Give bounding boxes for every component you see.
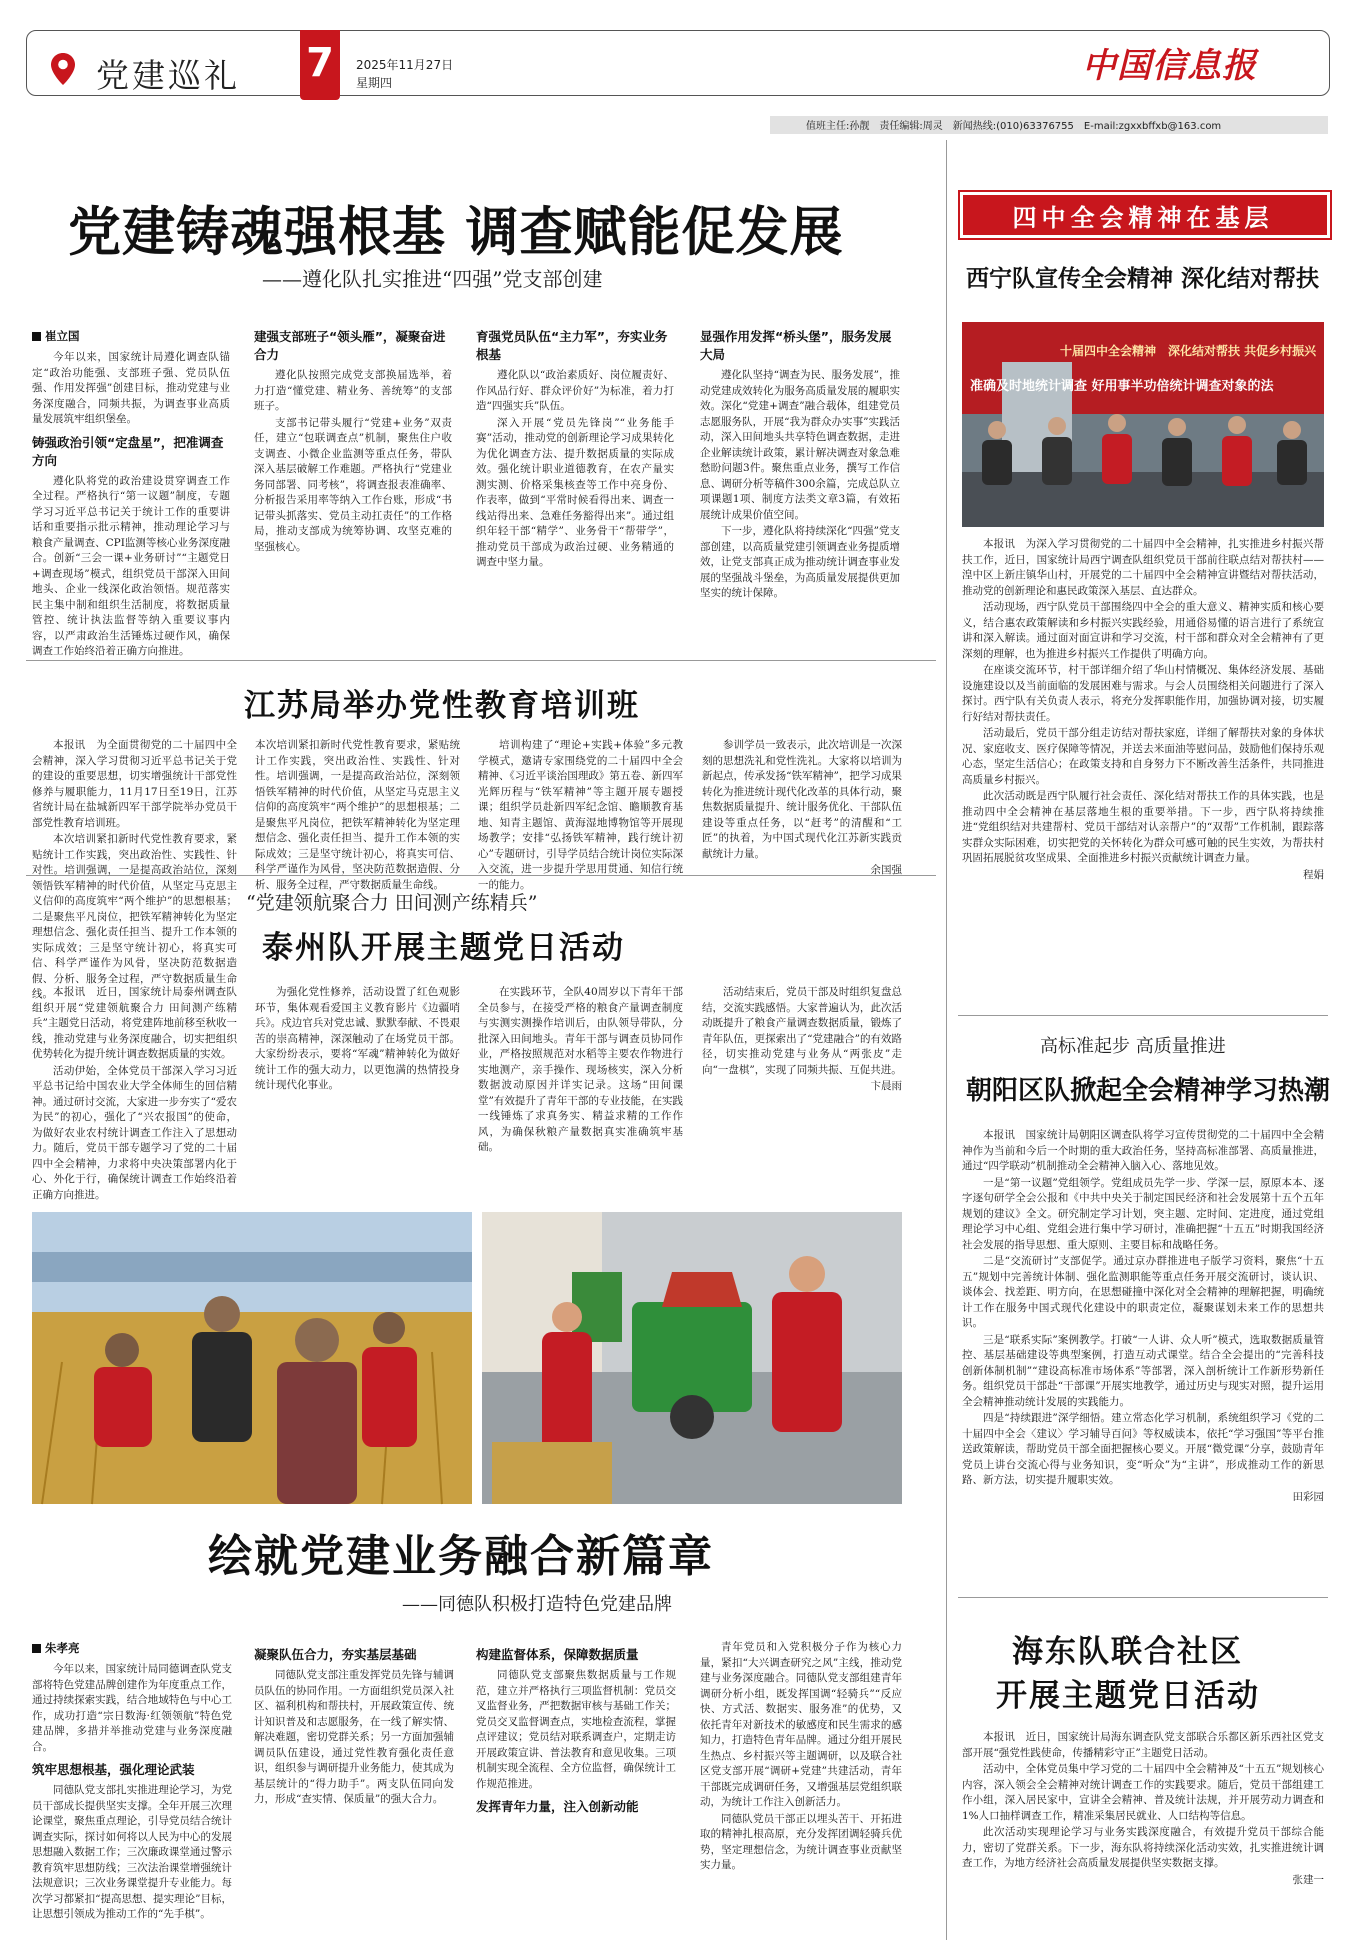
subheading: 筑牢思想根基，强化理论武装 [32, 1762, 195, 1777]
lead-column-2 [254, 322, 452, 653]
page-number: 7 [306, 40, 334, 86]
paragraph: 在座谈交流环节，村干部详细介绍了华山村情概况、集体经济发展、基础设施建设以及当前面临的发展困难与需求。与会人员围绕相关问题进行了深入探讨。西宁队有关负责人表示，将充分发挥职能作用，加强协调对接，切实履行好结对帮扶责任。 [962, 664, 1324, 723]
divider [958, 1597, 1328, 1598]
paragraph: 遵化队以“政治素质好、岗位履责好、作风品行好、群众评价好”为标准，着力打造“四强实兵”队伍。 [476, 369, 674, 412]
paragraph: 培训构建了“理论+实践+体验”多元教学模式，邀请专家围绕党的二十届四中全会精神、《习近平谈治国理政》第五卷、新四军光辉历程与“铁军精神”等主题开展专题授课；组织学员赴新四军纪念馆、瞻顺教育基地、知青主题馆、黄海湿地博物馆等开展现场教学；安排“弘扬铁军精神，践行统计初心”专题研讨，引导学员结合统计岗位实际深入交流，进一步提升学思用贯通、知信行统一的能力。 [478, 739, 683, 891]
paragraph: 深入开展“党员先锋岗”“业务能手赛”活动，推动党的创新理论学习成果转化为优化调查方法、提升数据质量的实际成效。强化统计职业道德教育，在农产量实测实测、价格采集核查等工作中亮身份、作表率，做到“平常时候看得出来、调查一线站得出来、急难任务豁得出来”。通过组织年轻干部“精学”、业务骨干“帮带学”，推动党员干部成为政治过硬、业务精通的调查中坚力量。 [476, 416, 674, 568]
jiangsu-column-3 [478, 738, 683, 891]
subheading: 建强支部班子“领头雁”，凝聚奋进合力 [254, 329, 446, 362]
signature: 张建一 [1292, 1873, 1324, 1886]
paragraph: 本报讯 为深入学习贯彻党的二十届四中全会精神，扎实推进乡村振兴帮扶工作，近日，国家统计局西宁调查队组织党员干部前往联点结对帮扶村——湟中区上新庄镇华山村，开展党的二十届四中全会精神宣讲暨结对帮扶活动，推动党的创新理论和惠民政策深入基层、直达群众。 [962, 538, 1324, 597]
paragraph: 此次活动实现理论学习与业务实践深度融合，有效提升党员干部综合能力，密切了党群关系。下一步，海东队将持续深化活动实效，扎实推进统计调查工作，为地方经济社会高质量发展提供坚实数据支撑。 [962, 1826, 1324, 1869]
divider [958, 1015, 1328, 1016]
paragraph: 本次培训紧扣新时代党性教育要求，紧贴统计工作实践，突出政治性、实践性、针对性。培训强调，一是提高政治站位，深刻领悟铁军精神的时代价值，从坚定马克思主义信仰的高度筑牢“两个维护”的思想根基；二是聚焦平凡岗位，把铁军精神转化为坚定理想信念、强化责任担当、提升工作本领的实际成效；三是坚守统计初心，将真实可信、科学严谨作为风骨，坚决防范数据造假、分析、服务全过程，严守数据质量生命线。 [32, 833, 237, 1000]
haidong-body [962, 1730, 1324, 1942]
paragraph: 遵化队按照完成党支部换届选举，着力打造“懂党建、精业务、善统筹”的支部班子。 [254, 369, 452, 412]
paragraph: 本次培训紧扣新时代党性教育要求，紧贴统计工作实践，突出政治性、实践性、针对性。培训强调，一是提高政治站位，深刻领悟铁军精神的时代价值，从坚定马克思主义信仰的高度筑牢“两个维护”的思想根基；二是聚焦平凡岗位，把铁军精神转化为坚定理想信念、强化责任担当、提升工作本领的实际成效；三是坚守统计初心，将真实可信、科学严谨作为风骨，坚决防范数据造假、分析、服务全过程，严守数据质量生命线。 [255, 739, 460, 891]
paragraph: 本报讯 国家统计局朝阳区调查队将学习宣传贯彻党的二十届四中全会精神作为当前和今后一个时期的重大政治任务，坚持高标准部署、高质量推进，通过“四学联动”机制推动全会精神入脑入心、落地见效。 [962, 1129, 1324, 1172]
jiangsu-column-4 [702, 738, 902, 876]
paragraph: 同德队党支部扎实推进理论学习，为党员干部成长提供坚实支撑。全年开展三次理论课堂，聚焦重点理论，引导党员结合统计调查实际，探讨如何将以人民为中心的发展思想融入数据工作；三次廉政课堂通过警示教育筑牢思想防线；三次法治课堂增强统计法规意识；三次业务课堂提升专业能力。每次学习都紧扣“提高思想、提实理论”目标，让思想引领成为推动工作的“先手棋”。 [32, 1784, 232, 1920]
photo-banner-text: 十届四中全会精神 深化结对帮扶 共促乡村振兴 [1060, 344, 1317, 358]
paragraph: 三是“联系实际”案例教学。打破“一人讲、众人听”模式，选取数据质量管控、基层基础建设等典型案例，打造互动式课堂。结合全会提出的“完善科技创新体制机制”“建设高标准市场体系”等部署，深入剖析统计工作新形势新任务。组织党员干部赴“干部课”开展实地教学，通过历史与现实对照，提升运用全会精神推动统计发展的实践能力。 [962, 1333, 1324, 1408]
paragraph: 青年党员和入党积极分子作为核心力量，紧扣“大兴调查研究之风”主线，推动党建与业务深度融合。同德队党支部组建青年调研分析小组，既发挥国调“轻骑兵”“反应快、方式活、数据实、服务准”的优势，又依托青年对新技术的敏感度和民生需求的感知力，打造特色青年品牌。通过分组开展民生热点、乡村振兴等主题调研，以及联合社区党支部开展“调研+党建”共建活动，青年干部既完成调研任务，又增强基层党组织联动，为统计工作注入创新活力。 [700, 1641, 902, 1808]
tongde-headline: 绘就党建业务融合新篇章 [208, 1531, 714, 1582]
signature: 田彩园 [1292, 1490, 1324, 1503]
issue-date: 2025年11月27日 [356, 58, 454, 72]
paragraph: 本报讯 近日，国家统计局海东调查队党支部联合乐都区新乐西社区党支部开展“强党性践使命，传播精彩守正”主题党日活动。 [962, 1731, 1324, 1759]
haidong-headline: 海东队联合社区 [1012, 1634, 1243, 1670]
photo-rice-field [32, 1212, 472, 1504]
photo-threshing-machine [482, 1212, 902, 1504]
paragraph: 同德队党支部聚焦数据质量与工作规范，建立并严格执行三项监督机制：党员交叉监督业务，严把数据审核与基础工作关；党员交叉监督调查点，实地检查流程，掌握点评建议；党员结对联系调查户，定期走访开展政策宣讲、普法教育和意见收集。三项机制实现全流程、全方位监督，确保统计工作规范推进。 [476, 1669, 676, 1790]
tongde-column-3 [476, 1640, 676, 1940]
subheading: 发挥青年力量，注入创新动能 [476, 1799, 639, 1814]
haidong-headline-line2: 开展主题党日活动 [996, 1678, 1260, 1714]
jiangsu-headline: 江苏局举办党性教育培训班 [244, 688, 640, 724]
paragraph: 遵化队坚持“调查为民、服务发展”，推动党建成效转化为服务高质量发展的履职实效。深化“党建+调查”融合载体，组建党员志愿服务队，开展“我为群众办实事”实践活动，深入田间地头共享特色调查数据，走进企业解读统计政策，累计解决调查对象急难愁盼问题3件。聚焦重点业务，撰写工作信息、调研分析等稿件300余篇，完成总队立项课题1项、制度方法类文章3篇，有效拓展统计成果价值空间。 [700, 369, 900, 521]
taizhou-column-4 [702, 985, 902, 1197]
taizhou-kicker: “党建领航聚合力 田间测产练精兵” [246, 892, 538, 914]
signature: 程娟 [1303, 868, 1324, 881]
byline: 朱孝亮 [32, 1640, 232, 1656]
paragraph: 活动最后，党员干部分组走访结对帮扶家庭，详细了解帮扶对象的身体状况、家庭收支、医疗保障等情况，并送去米面油等慰问品，鼓励他们保持乐观心态，坚定生活信心；在政策支持和自身努力下不断改善生活条件，共同推进高质量乡村振兴。 [962, 727, 1324, 786]
taizhou-headline: 泰州队开展主题党日活动 [262, 930, 625, 966]
paragraph: 本报讯 为全面贯彻党的二十届四中全会精神，深入学习贯彻习近平总书记关于党的建设的重要思想，切实增强统计干部党性修养与履职能力，11月17日至19日，江苏省统计局在盐城新四军干部学院举办党员干部党性教育培训班。 [32, 739, 237, 829]
paragraph: 在实践环节，全队40周岁以下青年干部全员参与，在接受严格的粮食产量调查制度与实测实测操作培训后，由队领导带队，分批深入田间地头。青年干部与调查员协同作业，严格按照规范对水稻等主要农作物进行实地测产，亲手操作、现场核实，深入分析数据波动原因并详实记录。这场“田间课堂”有效提升了青年干部的专业技能，在实践一线锤炼了求真务实、精益求精的工作作风，为确保秋粮产量数据真实准确筑牢基础。 [478, 986, 683, 1153]
paragraph: 此次活动既是西宁队履行社会责任、深化结对帮扶工作的具体实践，也是推动四中全会精神在基层落地生根的重要举措。下一步，西宁队将持续推进“党组织结对共建帮村、党员干部结对认亲帮户”的“双帮”工作机制，跟踪落实群众实际困难，切实把党的关怀转化为群众可感可触的民生实效，为帮扶村巩固拓展脱贫攻坚成果、全面推进乡村振兴贡献统计调查力量。 [962, 790, 1324, 864]
xining-body [962, 537, 1324, 1007]
paragraph: 活动现场，西宁队党员干部围绕四中全会的重大意义、精神实质和核心要义，结合惠农政策解读和乡村振兴实践经验，用通俗易懂的语言进行了系统宣讲和深入解读。通过面对面宣讲和学习交流，村干部和群众对全会精神有了更深刻的理解，也为推进乡村振兴工作提供了明确方向。 [962, 601, 1324, 660]
editor-info: 值班主任:孙靓 责任编辑:周灵 新闻热线:(010)63376755 E-mail:zgxxbffxb@163.com [806, 121, 1222, 132]
taizhou-column-1 [32, 985, 237, 1201]
jiangsu-column-1 [32, 738, 237, 1000]
subheading: 显强作用发挥“桥头堡”，服务发展大局 [700, 329, 892, 362]
sidebar-banner-text: 四中全会精神在基层 [1012, 203, 1274, 232]
lead-headline: 党建铸魂强根基 调查赋能促发展 [68, 202, 844, 263]
taizhou-column-2 [255, 985, 460, 1197]
chaoyang-kicker: 高标准起步 高质量推进 [1040, 1036, 1226, 1057]
lead-column-4 [700, 322, 900, 653]
paper-logo: 中国信息报 [1082, 46, 1257, 86]
subheading: 育强党员队伍“主力军”，夯实业务根基 [476, 329, 668, 362]
divider [946, 140, 947, 1940]
taizhou-column-3 [478, 985, 683, 1197]
issue-weekday: 星期四 [356, 76, 393, 90]
tongde-column-2 [254, 1640, 454, 1940]
location-pin-icon [50, 52, 76, 90]
signature: 卞晨雨 [870, 1080, 902, 1092]
paragraph: 下一步，遵化队将持续深化“四强”党支部创建，以高质量党建引领调查业务提质增效，让党支部真正成为推动统计调查事业发展的坚强战斗堡垒，为高质量发展提供更加坚实的统计保障。 [700, 525, 900, 599]
paragraph: 同德队党员干部正以埋头苦干、开拓进取的精神扎根高原，充分发挥团调轻骑兵优势，坚定理想信念，为统计调查事业贡献坚实力量。 [700, 1812, 902, 1871]
xining-headline: 西宁队宣传全会精神 深化结对帮扶 [966, 266, 1320, 292]
photo-banner-text: 准确及时地统计调查 好用事半功倍统计调查对象的法 [970, 379, 1274, 394]
tongde-column-1 [32, 1640, 232, 1940]
paragraph: 同德队党支部注重发挥党员先锋与辅调员队伍的协同作用。一方面组织党员深入社区、福利机构和帮扶村，开展政策宣传、统计知识普及和志愿服务，在一线了解实情、解决难题，密切党群关系；另一方面加强辅调员队伍建设，通过党性教育强化责任意识，组织参与调研提升业务能力，使其成为基层统计的“得力助手”。两支队伍同向发力，形成“查实情、保质量”的强大合力。 [254, 1669, 454, 1805]
paragraph: 遵化队将党的政治建设贯穿调查工作全过程。严格执行“第一议题”制度，专题学习习近平总书记关于统计工作的重要讲话和重要指示批示精神，推动理论学习与粮食产量调查、CPI监测等核心业务深度融合。创新“三会一课+业务研讨”“主题党日+调查现场”模式，组织党员干部深入田间地头、企业一线深化政治领悟。规范落实民主集中制和组织生活制度，将数据质量管控、统计执法监督等纳入重要议事内容，以严肃政治生活锤炼过硬作风，确保调查工作始终沿着正确方向推进。 [32, 474, 230, 657]
paragraph: 本报讯 近日，国家统计局泰州调查队组织开展“党建领航聚合力 田间测产练精兵”主题党日活动，将党建阵地前移至秋收一线，推动党建与业务深度融合，切实把组织优势转化为提升统计调查数据质量的实效。 [32, 986, 237, 1060]
lead-column-3 [476, 322, 674, 653]
paragraph: 一是“第一议题”党组领学。党组成员先学一步、学深一层，原原本本、逐字逐句研学全会公报和《中共中央关于制定国民经济和社会发展第十五个五年规划的建议》全文。研究制定学习计划，突主题、定时间、定进度，通过党组理论学习中心组、党组会进行集中学习研讨，准确把握“十五五”时期我国经济社会发展的指导思想、重大原则、主要目标和战略任务。 [962, 1176, 1324, 1251]
jiangsu-column-2 [255, 738, 460, 891]
paragraph: 今年以来，国家统计局遵化调查队锚定“政治功能强、支部班子强、党员队伍强、作用发挥强”创建目标，推动党建与业务深度融合，同频共振，为调查事业高质量发展筑牢组织堡垒。 [32, 351, 230, 425]
subheading: 凝聚队伍合力，夯实基层基础 [254, 1647, 417, 1662]
paragraph: 二是“交流研讨”支部促学。通过京办群推进电子版学习资料，聚焦“十五五”规划中完善统计体制、强化监测职能等重点任务开展交流研讨，谈认识、谈体会、找差距、明方向，在思想碰撞中深化对全会精神的理解把握，明确统计工作在服务中国式现代化建设中的职责定位，凝聚谋划未来工作的思想共识。 [962, 1255, 1324, 1329]
subheading: 构建监督体系，保障数据质量 [476, 1647, 639, 1662]
paragraph: 四是“持续跟进”深学细悟。建立常态化学习机制，系统组织学习《党的二十届四中全会〈建议〉学习辅导百问》等权威读本，依托“学习强国”等平台推送政策解读，帮助党员干部全面把握核心要义。开展“微党课”分享，鼓励青年党员上讲台交流心得与业务知识，变“听众”为“主讲”，形成推动工作的新思路、新方法，切实提升履职实效。 [962, 1412, 1324, 1486]
paragraph: 活动中，全体党员集中学习党的二十届四中全会精神及“十五五”规划核心内容，深入领会全会精神对统计调查工作的实践要求。随后，党员干部组建工作小组，深入居民家中，宣讲全会精神、普及统计法规，并开展劳动力调查和1%人口抽样调查工作，精准采集居民就业、人口结构等信息。 [962, 1763, 1324, 1822]
paragraph: 支部书记带头履行“党建+业务”双责任，建立“包联调查点”机制，聚焦住户收支调查、小微企业监测等重点任务，带队深入基层破解工作难题。严格执行“党建业务同部署、同考核”，将调查报表准确率、分析报告采用率等纳入工作台账，形成“书记带头抓落实、党员主动扛责任”的工作格局，推动支部成为统筹协调、攻坚克难的坚强核心。 [254, 416, 452, 553]
chaoyang-body [962, 1128, 1324, 1590]
paragraph: 为强化党性修养，活动设置了红色观影环节，集体观看爱国主义教育影片《边疆哨兵》。戍边官兵对党忠诚、默默奉献、不畏艰苦的崇高精神，深深触动了在场党员干部。大家纷纷表示，要将“军魂”精神转化为做好统计工作的强大动力，以更饱满的热情投身统计现代化事业。 [255, 986, 460, 1091]
lead-subtitle: ——遵化队扎实推进“四强”党支部创建 [262, 267, 603, 291]
divider [26, 660, 936, 661]
paragraph: 参训学员一致表示，此次培训是一次深刻的思想洗礼和党性洗礼。大家将以培训为新起点，传承发扬“铁军精神”，把学习成果转化为推进统计现代化改革的具体行动，聚焦数据质量提升、统计服务优化、干部队伍建设等重点任务，以“赶考”的清醒和“工匠”的执着，为中国式现代化江苏新实践贡献统计力量。 [702, 739, 902, 860]
chaoyang-headline: 朝阳区队掀起全会精神学习热潮 [966, 1076, 1331, 1106]
signature: 余国强 [870, 864, 902, 876]
paragraph: 活动伊始，全体党员干部深入学习习近平总书记给中国农业大学全体师生的回信精神。通过研讨交流，大家进一步夯实了“爱农为民”的初心，强化了“兴农报国”的使命，为做好农业农村统计调查工作注入了思想动力。随后，党员干部专题学习了党的二十届四中全会精神，力求将中央决策部署内化于心、外化于行，确保统计调查工作始终沿着正确方向推进。 [32, 1064, 237, 1201]
section-name: 党建巡礼 [96, 56, 240, 95]
byline: 崔立国 [32, 328, 230, 344]
tongde-subtitle: ——同德队积极打造特色党建品牌 [402, 1594, 672, 1615]
paragraph: 今年以来，国家统计局同德调查队党支部将特色党建品牌创建作为年度重点工作，通过持续探索实践，结合地域特色与中心工作，成功打造“宗日数海·红领领航”特色党建品牌，多措并举推动党建与业务深度融合。 [32, 1663, 232, 1753]
lead-column-1 [32, 328, 230, 657]
paragraph: 活动结束后，党员干部及时组织复盘总结，交流实践感悟。大家普遍认为，此次活动既提升了粮食产量调查数据质量，锻炼了青年队伍，更探索出了“党建融合”的有效路径，切实推动党建与业务从“两张皮”走向“一盘棋”，实现了同频共振、互促共进。 [702, 986, 902, 1076]
tongde-column-4 [700, 1640, 902, 1940]
subheading: 铸强政治引领“定盘星”，把准调查方向 [32, 434, 224, 468]
